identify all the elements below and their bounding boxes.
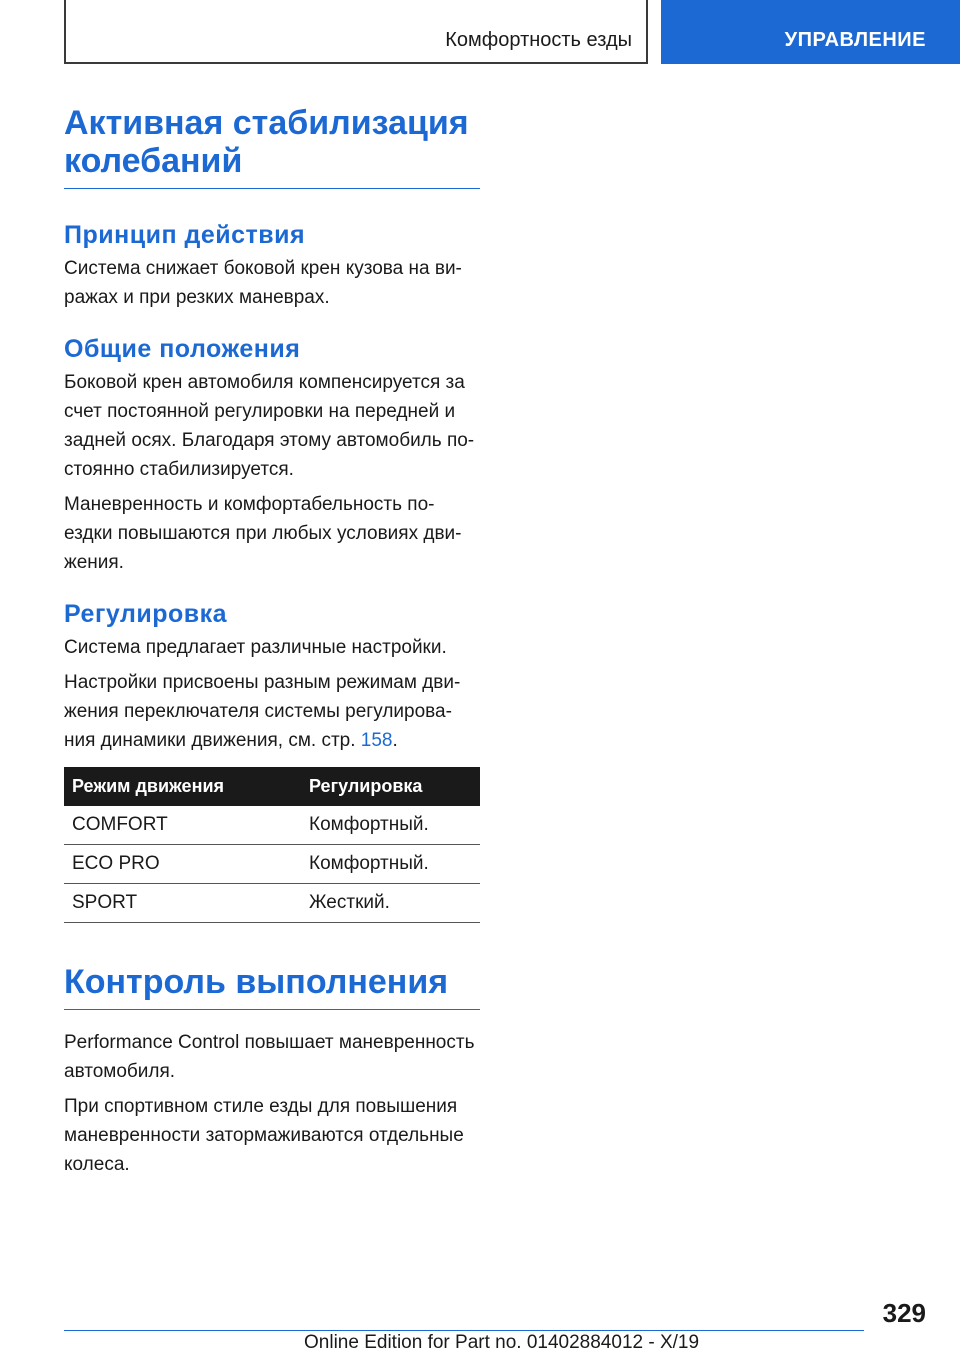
table-header-mode: Режим движения <box>64 767 301 806</box>
header-chapter-tab[interactable] <box>661 0 960 64</box>
table-cell-setting: Жесткий. <box>301 884 480 923</box>
paragraph-general-2: Маневренность и комфортабельность по- ездки повышаются при любых условиях дви- жения. <box>64 494 462 573</box>
table-row <box>64 884 480 923</box>
table-header-row <box>64 767 480 806</box>
heading-principle: Принцип действия <box>64 221 306 249</box>
table-cell-setting: Комфортный. <box>301 845 480 884</box>
heading-active-stabilization: Активная стабилизация колебаний <box>64 104 480 189</box>
table-row <box>64 806 480 845</box>
edition-text: Online Edition for Part no. 01402884012 - X/19 <box>304 1332 700 1353</box>
table-cell-mode: SPORT <box>64 884 301 923</box>
page-number: 329 <box>882 1298 926 1328</box>
heading-adjustment: Регулировка <box>64 600 228 628</box>
paragraph-principle: Система снижает боковой крен кузова на ви- ражах и при резких маневрах. <box>64 258 462 308</box>
table-cell-mode: COMFORT <box>64 806 301 845</box>
header-section-box <box>64 0 648 64</box>
table-header-setting: Регулировка <box>301 767 480 806</box>
paragraph-performance-2: При спортивном стиле езды для повышения маневренности затормаживаются отдельные колеса. <box>64 1096 464 1175</box>
main-content <box>64 104 480 1179</box>
heading-performance-control: Контроль выполнения <box>64 963 480 1010</box>
header-chapter-label: УПРАВЛЕНИЕ <box>784 29 926 51</box>
modes-table <box>64 767 480 923</box>
footer-divider <box>64 1330 864 1331</box>
paragraph-adjust-2: Настройки присвоены разным режимам дви- жения переключателя системы регулирова- ния динамики движения, см. стр. 158. <box>64 672 461 751</box>
table-cell-setting: Комфортный. <box>301 806 480 845</box>
page-reference-link[interactable]: 158 <box>360 730 393 751</box>
table-row <box>64 845 480 884</box>
paragraph-adjust-1: Система предлагает различные настройки. <box>64 637 447 658</box>
heading-general: Общие положения <box>64 335 301 363</box>
header-section-title: Комфортность езды <box>445 29 632 51</box>
table-cell-mode: ECO PRO <box>64 845 301 884</box>
paragraph-performance-1: Performance Control повышает маневренность автомобиля. <box>64 1032 475 1082</box>
paragraph-general-1: Боковой крен автомобиля компенсируется за счет постоянной регулировки на передней и задней осях. Благодаря этому автомобиль по- стоянно стабилизируется. <box>64 372 475 480</box>
